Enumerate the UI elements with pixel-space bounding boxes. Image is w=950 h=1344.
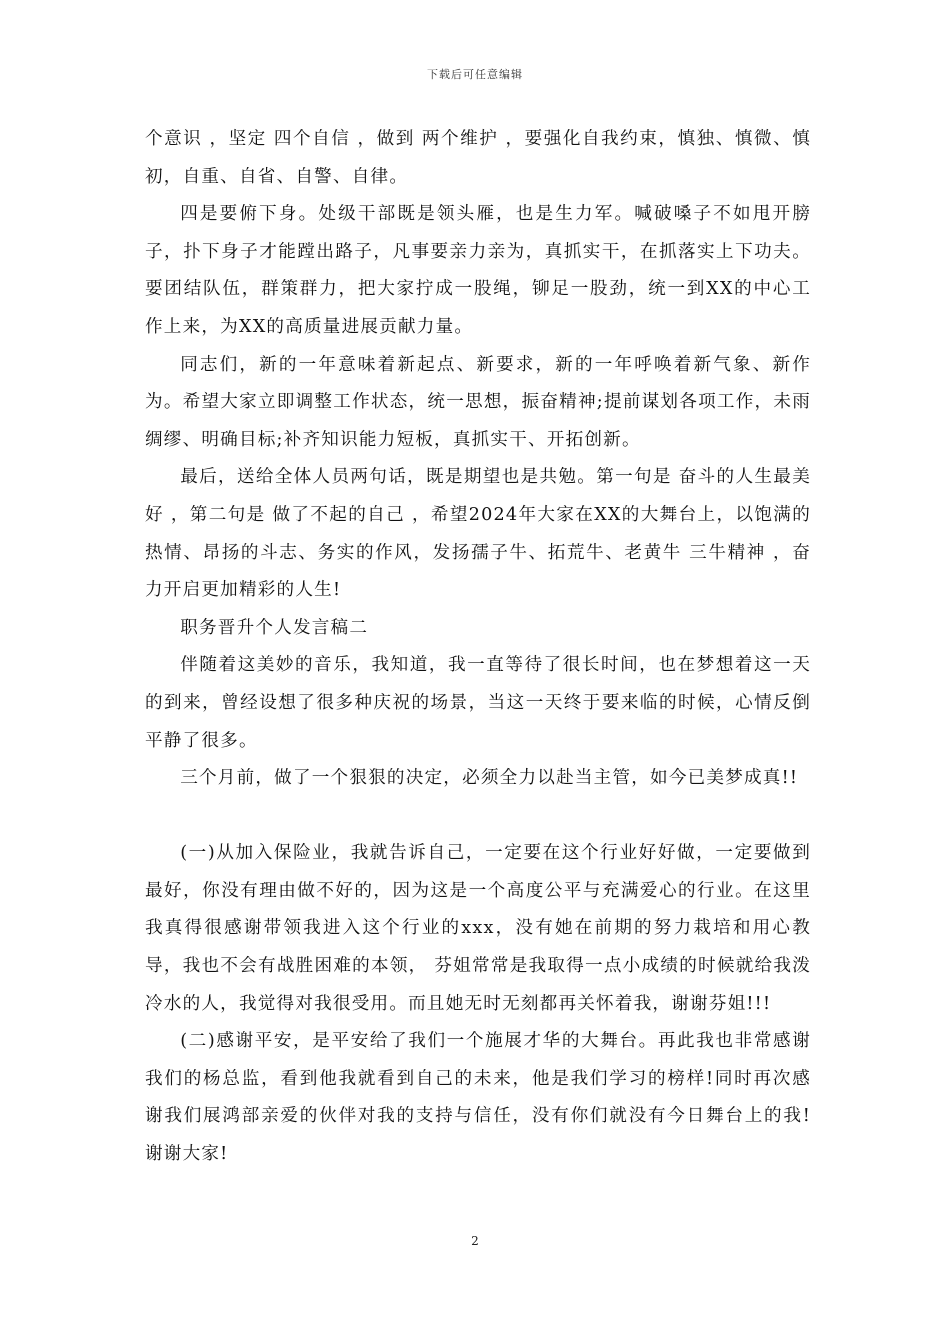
paragraph-new-year: 同志们，新的一年意味着新起点、新要求，新的一年呼唤着新气象、新作为。希望大家立即调整工作状态，统一思想，振奋精神;提前谋划各项工作，未雨绸缪、明确目标;补齐知识能力短板，真抓实干、开拓创新。 [145, 354, 811, 450]
paragraph-item-one: (一)从加入保险业，我就告诉自己，一定要在这个行业好好做，一定要做到最好，你没有理由做不好的，因为这是一个高度公平与充满爱心的行业。在这里我真得很感谢带领我进入这个行业的xxx，没有她在前期的努力栽培和用心教导，我也不会有战胜困难的本领， 芬姐常常是我取得一点小成绩的时候就给我泼冷水的人，我觉得对我很受用。而且她无时无刻都再关怀着我，谢谢芬姐!!! [145, 843, 811, 1014]
paragraph-closing: 最后，送给全体人员两句话，既是期望也是共勉。第一句是 奋斗的人生最美好 ，第二句是 做了不起的自己 ，希望2024年大家在XX的大舞台上，以饱满的热情、昂扬的斗志、务实的作风，发扬孺子牛、拓荒牛、老黄牛 三牛精神 ，奋力开启更加精彩的人生! [145, 467, 811, 601]
paragraph-continuation: 个意识 ，坚定 四个自信 ，做到 两个维护 ，要强化自我约束，慎独、慎微、慎初，自重、自省、自警、自律。 [145, 129, 811, 187]
paragraph-item-two: (二)感谢平安，是平安给了我们一个施展才华的大舞台。再此我也非常感谢我们的杨总监，看到他我就看到自己的未来，他是我们学习的榜样!同时再次感谢我们展鸿部亲爱的伙伴对我的支持与信任，没有你们就没有今日舞台上的我!谢谢大家! [145, 1031, 811, 1165]
paragraph-point-four: 四是要俯下身。处级干部既是领头雁，也是生力军。喊破嗓子不如甩开膀子，扑下身子才能蹚出路子，凡事要亲力亲为，真抓实干，在抓落实上下功夫。要团结队伍，群策群力，把大家拧成一股绳，铆足一股劲，统一到XX的中心工作上来，为XX的高质量进展贡献力量。 [145, 204, 811, 337]
document-body [145, 121, 811, 1174]
section-heading: 职务晋升个人发言稿二 [180, 617, 369, 638]
paragraph-music: 伴随着这美妙的音乐，我知道，我一直等待了很长时间，也在梦想着这一天的到来，曾经设想了很多种庆祝的场景，当这一天终于要来临的时候，心情反倒平静了很多。 [145, 655, 811, 751]
blank-line [145, 798, 811, 836]
page-number: 2 [471, 1234, 479, 1248]
page-header-note: 下载后可任意编辑 [427, 68, 523, 81]
paragraph-decision: 三个月前，做了一个狠狠的决定，必须全力以赴当主管，如今已美梦成真!! [180, 768, 799, 789]
